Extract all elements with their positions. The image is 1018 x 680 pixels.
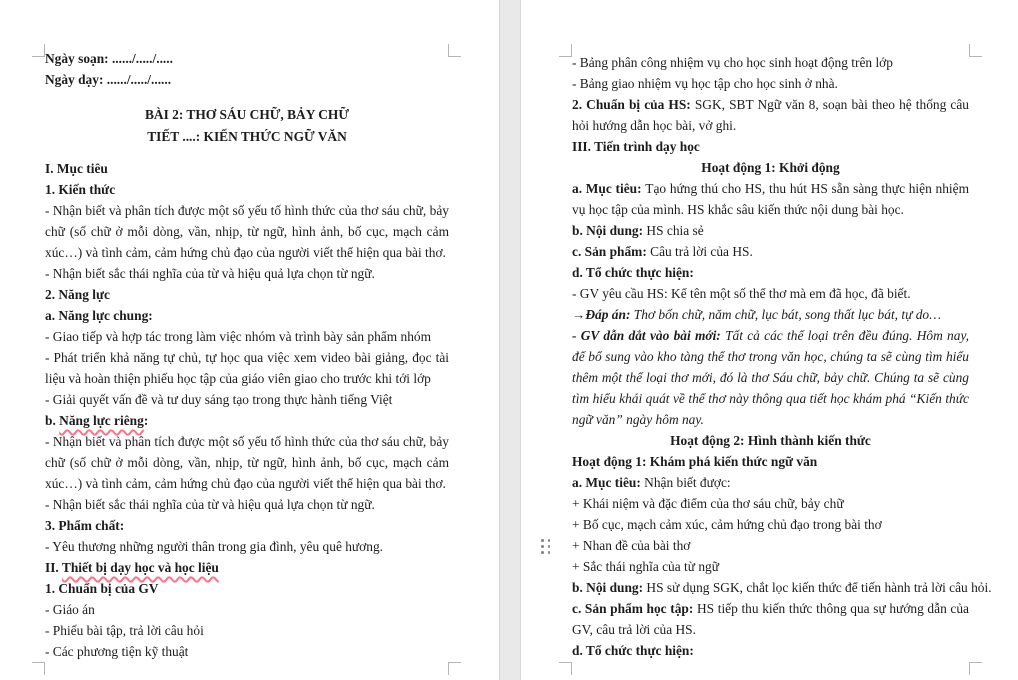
- heading-lead: b.: [45, 413, 60, 428]
- body-text: SGK, SBT Ngữ văn 8, soạn bài theo hệ thống câu hỏi hướng dẫn học bài, vở ghi.: [572, 97, 969, 133]
- margin-crop-mark: [32, 662, 45, 675]
- bold-lead: c. Sản phẩm:: [572, 244, 651, 259]
- right-page-text-area[interactable]: [572, 52, 992, 661]
- body-paragraph[interactable]: - Nhận biết sắc thái nghĩa của từ và hiệu quả lựa chọn từ ngữ.: [45, 497, 375, 512]
- italic-text: Tất cả các thể loại trên đều đúng. Hôm nay, để bổ sung vào kho tàng thể thơ trong văn học, chúng ta sẽ cùng tìm hiểu thêm một thể loại thơ mới, đó là thơ Sáu chữ, bảy chữ. Chúng ta sẽ cùng tìm hiểu khái quát về thể thơ này thông qua tiết học khám phá “Kiến thức ngữ văn” ngày hôm nay.: [572, 328, 969, 427]
- doc-title-line2[interactable]: TIẾT ....: KIẾN THỨC NGỮ VĂN: [147, 129, 347, 144]
- bold-lead: c. Sản phẩm học tập:: [572, 601, 697, 616]
- bullet-line[interactable]: + Nhan đề của bài thơ: [572, 538, 691, 553]
- document-page-right[interactable]: [521, 0, 1018, 680]
- answer-line[interactable]: [572, 304, 969, 325]
- bold-lead: b. Nội dung:: [572, 580, 647, 595]
- bullet-line[interactable]: + Khái niệm và đặc điểm của thơ sáu chữ, bảy chữ: [572, 496, 844, 511]
- heading-kham-pha[interactable]: Hoạt động 1: Khám phá kiến thức ngữ văn: [572, 454, 818, 469]
- heading-nang-luc-rieng[interactable]: [45, 410, 449, 431]
- body-text: Tạo hứng thú cho HS, thu hút HS sẵn sàng thực hiện nhiệm vụ học tập của mình. HS khắc sâu kiến thức nội dung bài học.: [572, 181, 969, 217]
- body-paragraph[interactable]: - Giao tiếp và hợp tác trong làm việc nhóm và trình bày sản phẩm nhóm: [45, 329, 432, 344]
- body-paragraph[interactable]: [572, 598, 969, 640]
- heading-lead: II.: [45, 560, 62, 575]
- arrow-answer-lead: →Đáp án:: [572, 307, 634, 322]
- doc-title-block: [45, 104, 449, 148]
- page-gap-divider: [499, 0, 521, 680]
- spellcheck-underlined-text: Năng lực riêng: [59, 413, 144, 428]
- drag-handle-icon[interactable]: [541, 539, 550, 556]
- body-paragraph[interactable]: - Yêu thương những người thân trong gia đình, yêu quê hương.: [45, 539, 384, 554]
- body-paragraph[interactable]: - Giáo án: [45, 602, 95, 617]
- body-text: HS chia sẻ: [646, 223, 704, 238]
- lead-in-paragraph[interactable]: [572, 325, 969, 430]
- margin-crop-mark: [559, 662, 572, 675]
- bold-lead: a. Mục tiêu:: [572, 181, 646, 196]
- body-paragraph[interactable]: - Nhận biết và phân tích được một số yếu tố hình thức của thơ sáu chữ, bảy chữ (số chữ ở mỗi dòng, vần, nhịp, từ ngữ, hình ảnh, bố cục, mạch cảm xúc…) và tình cảm, cảm hứng chủ đạo của người viết thể hiện qua bài thơ.: [45, 434, 449, 491]
- body-paragraph[interactable]: - Nhận biết sắc thái nghĩa của từ và hiệu quả lựa chọn từ ngữ.: [45, 266, 375, 281]
- body-text: HS tiếp thu kiến thức thông qua sự hướng dẫn của GV, câu trả lời của HS.: [572, 601, 969, 637]
- bullet-line[interactable]: + Bố cục, mạch cảm xúc, cảm hứng chủ đạo trong bài thơ: [572, 517, 882, 532]
- bold-lead: b. Nội dung:: [572, 223, 647, 238]
- heading-hoat-dong-2-hinh-thanh[interactable]: Hoạt động 2: Hình thành kiến thức: [670, 433, 871, 448]
- document-page-left[interactable]: [0, 0, 499, 680]
- margin-crop-mark: [32, 44, 45, 57]
- body-paragraph[interactable]: - Giải quyết vấn đề và tư duy sáng tạo trong thực hành tiếng Việt: [45, 392, 393, 407]
- body-paragraph[interactable]: - GV yêu cầu HS: Kể tên một số thể thơ mà em đã học, đã biết.: [572, 286, 911, 301]
- body-paragraph[interactable]: [572, 241, 969, 262]
- body-paragraph[interactable]: [572, 577, 992, 598]
- heading-chuan-bi-gv[interactable]: 1. Chuẩn bị của GV: [45, 581, 159, 596]
- body-paragraph[interactable]: - Bảng phân công nhiệm vụ cho học sinh hoạt động trên lớp: [572, 55, 893, 70]
- heading-to-chuc-thuc-hien[interactable]: d. Tổ chức thực hiện:: [572, 265, 694, 280]
- bold-italic-lead: - GV dẫn dắt vào bài mới:: [572, 328, 726, 343]
- heading-kien-thuc[interactable]: 1. Kiến thức: [45, 182, 116, 197]
- bold-lead: a. Mục tiêu:: [572, 475, 645, 490]
- body-paragraph[interactable]: [572, 178, 969, 220]
- heading-to-chuc-thuc-hien[interactable]: d. Tổ chức thực hiện:: [572, 643, 694, 658]
- heading-nang-luc[interactable]: 2. Năng lực: [45, 287, 110, 302]
- body-paragraph[interactable]: - Các phương tiện kỹ thuật: [45, 644, 189, 659]
- heading-muc-tieu[interactable]: I. Mục tiêu: [45, 161, 108, 176]
- body-paragraph[interactable]: [572, 94, 969, 136]
- margin-crop-mark: [559, 44, 572, 57]
- body-paragraph[interactable]: - Phiếu bài tập, trả lời câu hỏi: [45, 623, 204, 638]
- body-text: Câu trả lời của HS.: [650, 244, 753, 259]
- heading-nang-luc-chung[interactable]: a. Năng lực chung:: [45, 308, 153, 323]
- bullet-line[interactable]: + Sắc thái nghĩa của từ ngữ: [572, 559, 720, 574]
- body-paragraph[interactable]: - Nhận biết và phân tích được một số yếu tố hình thức của thơ sáu chữ, bảy chữ (số chữ ở mỗi dòng, vần, nhịp, từ ngữ, hình ảnh, bố cục, mạch cảm xúc…) và tình cảm, cảm hứng chủ đạo của người viết thể hiện qua bài thơ.: [45, 203, 449, 260]
- date-taught-line[interactable]: Ngày dạy: ....../...../......: [45, 72, 172, 87]
- margin-crop-mark: [969, 662, 982, 675]
- margin-crop-mark: [969, 44, 982, 57]
- heading-hoat-dong-1-khoi-dong[interactable]: Hoạt động 1: Khởi động: [701, 160, 840, 175]
- margin-crop-mark: [448, 44, 461, 57]
- left-page-text-area[interactable]: [45, 48, 449, 662]
- body-paragraph[interactable]: - Bảng giao nhiệm vụ học tập cho học sinh ở nhà.: [572, 76, 838, 91]
- doc-title-line1[interactable]: BÀI 2: THƠ SÁU CHỮ, BẢY CHỮ: [145, 107, 349, 122]
- body-paragraph[interactable]: [572, 220, 969, 241]
- body-paragraph[interactable]: [572, 472, 969, 493]
- heading-thiet-bi[interactable]: [45, 557, 449, 578]
- answer-text: Thơ bốn chữ, năm chữ, lục bát, song thất lục bát, tự do…: [633, 307, 942, 322]
- date-composed-line[interactable]: Ngày soạn: ....../...../.....: [45, 51, 173, 66]
- body-text: HS sử dụng SGK, chắt lọc kiến thức để tiến hành trả lời câu hỏi.: [646, 580, 992, 595]
- heading-tail: :: [143, 413, 149, 428]
- heading-tien-trinh[interactable]: III. Tiến trình dạy học: [572, 139, 700, 154]
- margin-crop-mark: [448, 662, 461, 675]
- body-paragraph[interactable]: - Phát triển khả năng tự chủ, tự học qua việc xem video bài giảng, đọc tài liệu và hoàn thiện phiếu học tập của giáo viên giao cho trước khi tới lớp: [45, 350, 449, 386]
- body-text: Nhận biết được:: [644, 475, 731, 490]
- bold-lead: 2. Chuẩn bị của HS:: [572, 97, 695, 112]
- spellcheck-underlined-text: Thiết bị dạy học và học liệu: [61, 560, 219, 575]
- heading-pham-chat[interactable]: 3. Phẩm chất:: [45, 518, 125, 533]
